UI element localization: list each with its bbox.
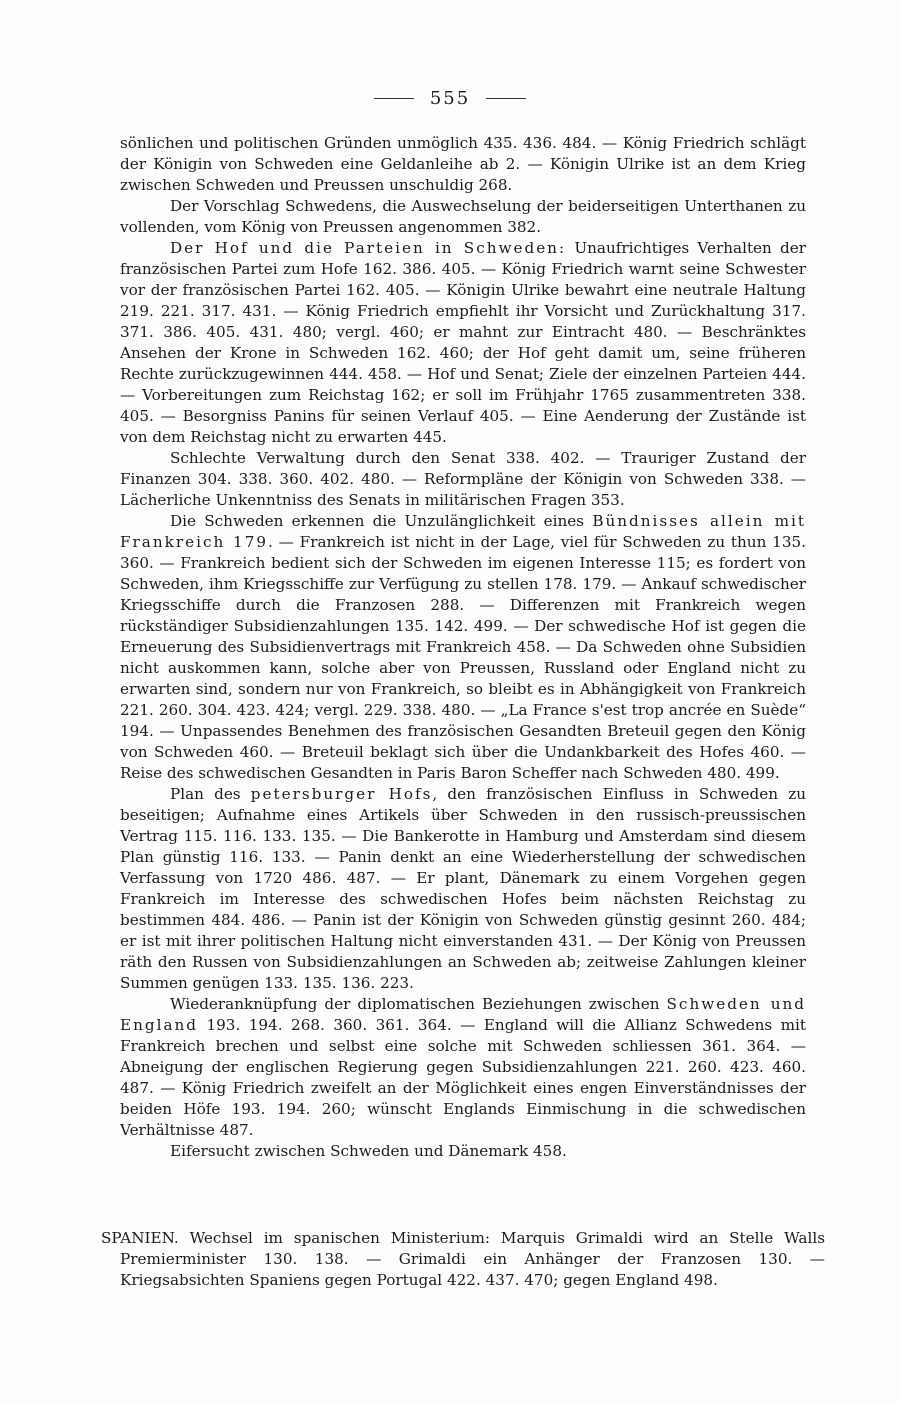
paragraph-8: Eifersucht zwischen Schweden und Dänemark 458. <box>170 1142 567 1160</box>
paragraph-5: Die Schweden erkennen die Unzulänglichkeit eines Bündnisses allein mit Frankreich 179. — Frankreich ist nicht in der Lage, viel für Schweden zu thun 135. 360. — Frankreich bedient sich der Schweden im eigenen Interesse 115; es fordert von Schweden, ihm Kriegsschiffe zur Verfügung zu stellen 178. 179. — Ankauf schwedischer Kriegsschiffe durch die Franzosen 288. — Differenzen mit Frankreich wegen rückständiger Subsidienzahlungen 135. 142. 499. — Der schwedische Hof ist gegen die Erneuerung des Subsidienvertrags mit Frankreich 458. — Da Schweden ohne Subsidien nicht auskommen kann, solche aber von Preussen, Russland oder England nicht zu erwarten sind, sondern nur von Frankreich, so bleibt es in Abhängigkeit von Frankreich 221. 260. 304. 423. 424; vergl. 229. 338. 480. — „La France s'est trop ancrée en Suède“ 194. — Unpassendes Benehmen des französischen Gesandten Breteuil gegen den König von Schweden 460. — Breteuil beklagt sich über die Undankbarkeit des Hofes 460. — Reise des schwedischen Gesandten in Paris Baron Scheffer nach Schweden 480. 499. <box>120 512 807 782</box>
page-header <box>0 88 900 109</box>
paragraph-2: Der Vorschlag Schwedens, die Auswechselung der beiderseitigen Unterthanen zu vollenden, vom König von Preussen angenommen 382. <box>120 197 806 236</box>
paragraph-6: Plan des petersburger Hofs, den französischen Einfluss in Schweden zu beseitigen; Aufnahme eines Artikels über Schweden in den russisch-preussischen Vertrag 115. 116. 133. 135. — Die Bankerotte in Hamburg und Amsterdam sind diesem Plan günstig 116. 133. — Panin denkt an eine Wiederherstellung der schwedischen Verfassung von 1720 486. 487. — Er plant, Dänemark zu einem Vorgehen gegen Frankreich im Interesse des schwedischen Hofes beim nächsten Reichstag zu bestimmen 484. 486. — Panin ist der Königin von Schweden günstig gesinnt 260. 484; er ist mit ihrer politischen Haltung nicht einverstanden 431. — Der König von Preussen räth den Russen von Subsidienzahlungen an Schweden ab; zeitweise Zahlungen kleiner Summen genügen 133. 135. 136. 223. <box>120 785 806 992</box>
index-body <box>120 133 806 1162</box>
paragraph-4: Schlechte Verwaltung durch den Senat 338. 402. — Trauriger Zustand der Finanzen 304. 338. 360. 402. 480. — Reformpläne der Königin von Schweden 338. — Lächerliche Unkenntniss des Senats in militärischen Fragen 353. <box>120 449 806 509</box>
section-heading: SPANIEN. <box>101 1229 179 1247</box>
header-rule-right <box>486 98 526 99</box>
section-spanien <box>101 1228 825 1291</box>
spaced-heading-england: Schweden und England <box>120 995 806 1034</box>
paragraph-1: sönlichen und politischen Gründen unmöglich 435. 436. 484. — König Friedrich schlägt der Königin von Schweden eine Geldanleihe ab 2. — Königin Ulrike ist an dem Krieg zwischen Schweden und Preussen unschuldig 268. <box>120 134 806 194</box>
spaced-heading-buendnis: Bündnisses allein mit Frankreich 179 <box>120 512 807 551</box>
section-text: Wechsel im spanischen Ministerium: Marquis Grimaldi wird an Stelle Walls Premierminister 130. 138. — Grimaldi ein Anhänger der Franzosen 130. — Kriegsabsichten Spaniens gegen Portugal 422. 437. 470; gegen England 498. <box>120 1229 825 1289</box>
spaced-heading-hof: Der Hof und die Parteien in Schweden: <box>170 239 567 257</box>
spaced-heading-petersburger: petersburger Hofs <box>250 785 433 803</box>
header-rule-left <box>374 98 414 99</box>
paragraph-7: Wiederanknüpfung der diplomatischen Beziehungen zwischen Schweden und England 193. 194. 268. 360. 361. 364. — England will die Allianz Schwedens mit Frankreich brechen und selbst eine solche mit Schweden schliessen 361. 364. — Abneigung der englischen Regierung gegen Subsidienzahlungen 221. 260. 423. 460. 487. — König Friedrich zweifelt an der Möglichkeit eines engen Einverständnisses der beiden Höfe 193. 194. 260; wünscht Englands Einmischung in die schwedischen Verhältnisse 487. <box>120 995 806 1139</box>
paragraph-3: Der Hof und die Parteien in Schweden: Unaufrichtiges Verhalten der französischen Partei zum Hofe 162. 386. 405. — König Friedrich warnt seine Schwester vor der französischen Partei 162. 405. — Königin Ulrike bewahrt eine neutrale Haltung 219. 221. 317. 431. — König Friedrich empfiehlt ihr Vorsicht und Zurückhaltung 317. 371. 386. 405. 431. 480; vergl. 460; er mahnt zur Eintracht 480. — Beschränktes Ansehen der Krone in Schweden 162. 460; der Hof geht damit um, seine früheren Rechte zurückzugewinnen 444. 458. — Hof und Senat; Ziele der einzelnen Parteien 444. — Vorbereitungen zum Reichstag 162; er soll im Frühjahr 1765 zusammentreten 338. 405. — Besorgniss Panins für seinen Verlauf 405. — Eine Aenderung der Zustände ist von dem Reichstag nicht zu erwarten 445. <box>120 239 807 446</box>
page-number: 555 <box>429 88 471 109</box>
